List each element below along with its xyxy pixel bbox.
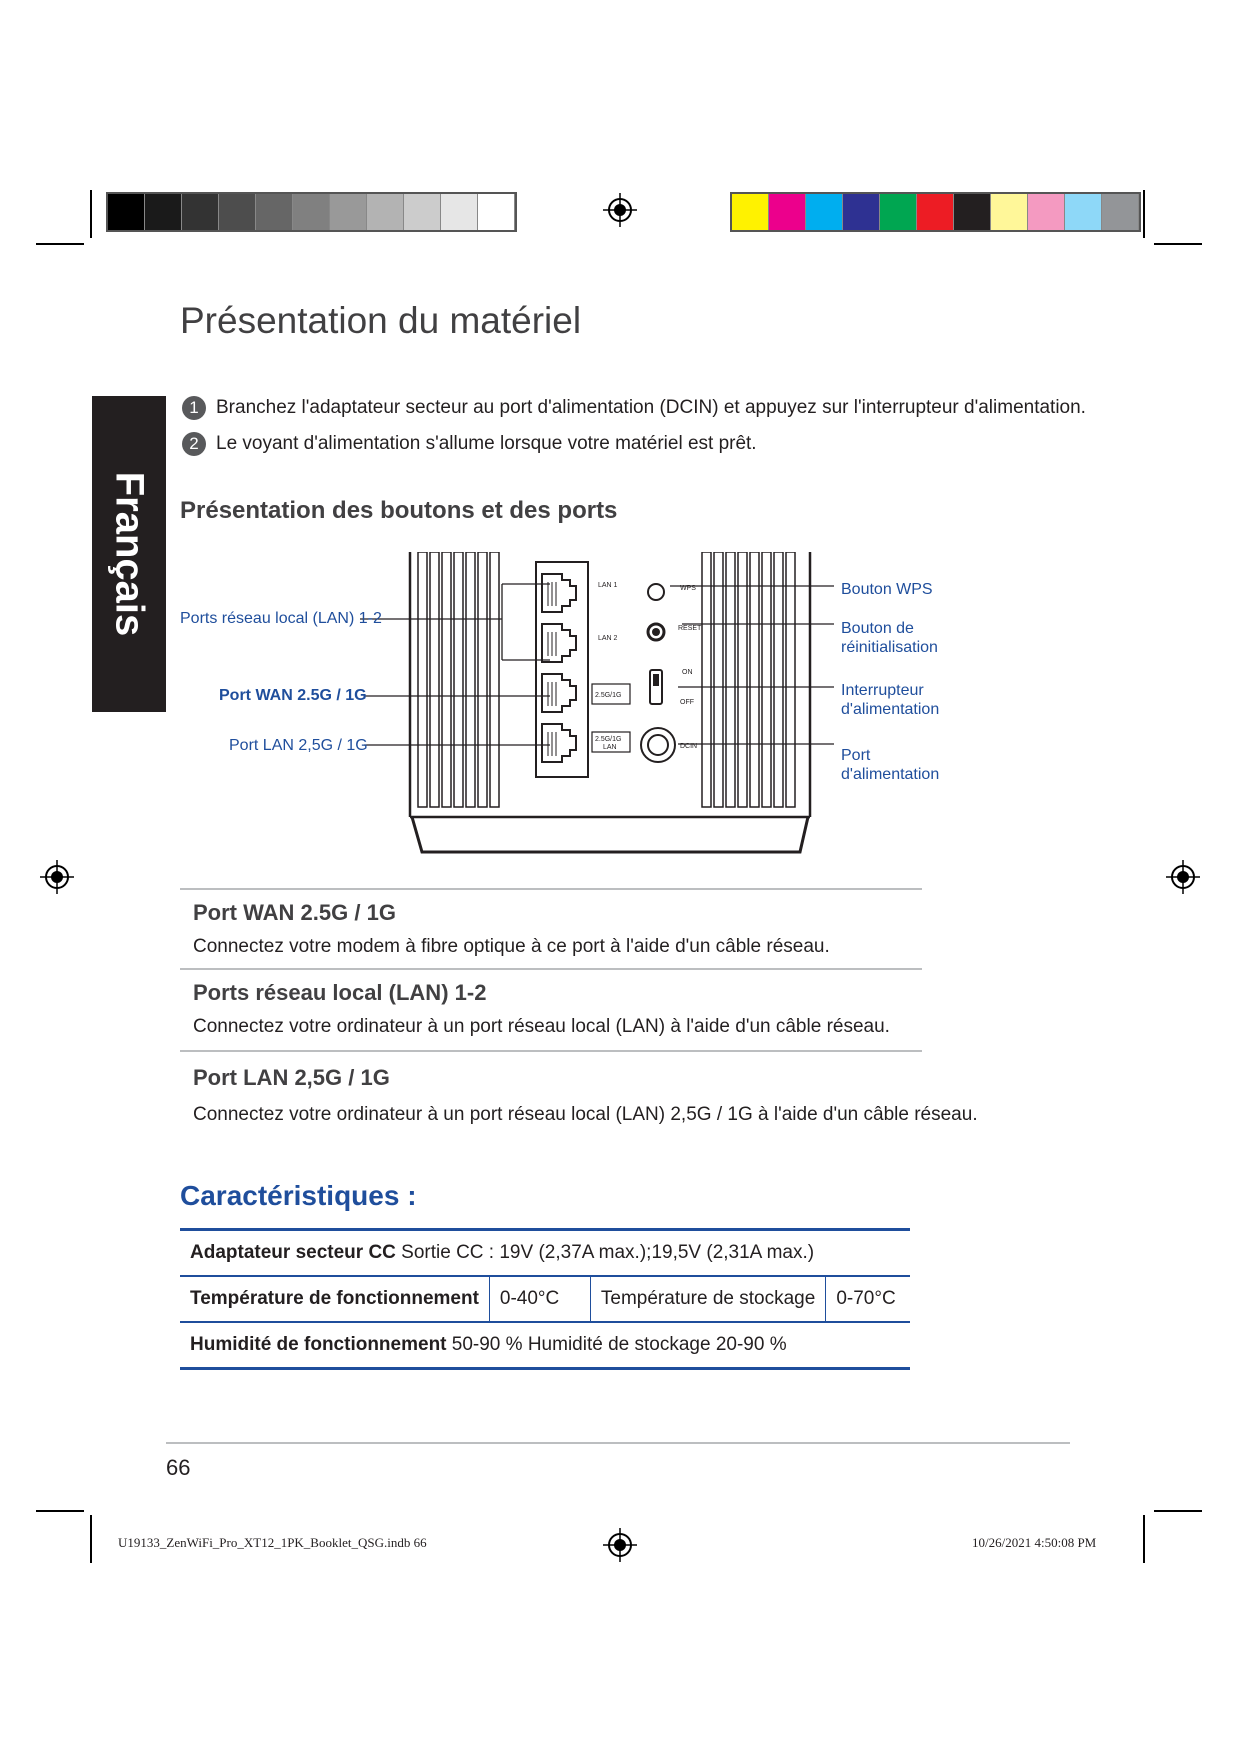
device-label-lan-tag-2: LAN: [603, 744, 617, 751]
grayscale-calibration-bar: [106, 192, 517, 232]
specs-table: [180, 1228, 910, 1370]
color-swatch: [330, 194, 367, 230]
registration-mark-icon: [603, 1528, 637, 1562]
color-swatch: [182, 194, 219, 230]
crop-mark: [1154, 1510, 1202, 1512]
device-label-lan1: LAN 1: [598, 582, 618, 589]
section-heading: Port WAN 2.5G / 1G: [193, 900, 396, 925]
crop-mark: [1143, 190, 1145, 238]
color-swatch: [843, 194, 880, 230]
color-swatch: [478, 194, 515, 230]
language-tab: [92, 396, 166, 712]
device-label-lan2: LAN 2: [598, 635, 618, 642]
device-label-on: ON: [682, 669, 693, 676]
color-swatch: [991, 194, 1028, 230]
spec-cell: 0-70°C: [826, 1276, 910, 1322]
divider: [180, 888, 922, 890]
device-label-wan-tag: 2.5G/1G: [595, 692, 622, 699]
page-number: 66: [166, 1455, 191, 1480]
step-text: Branchez l'adaptateur secteur au port d'alimentation (DCIN) et appuyez sur l'interrupteur d'alimentation.: [216, 397, 1086, 418]
divider: [180, 968, 922, 970]
color-swatch: [404, 194, 441, 230]
spec-row: [180, 1230, 910, 1277]
callout-lines: [360, 560, 840, 760]
device-label-reset: RESET: [678, 625, 702, 632]
crop-mark: [1143, 1515, 1145, 1563]
footer-timestamp: 10/26/2021 4:50:08 PM: [972, 1535, 1097, 1550]
step-number: 2: [182, 432, 206, 456]
color-swatch: [806, 194, 843, 230]
color-swatch: [1065, 194, 1102, 230]
color-swatch: [367, 194, 404, 230]
spec-value: 50-90 % Humidité de stockage 20-90 %: [451, 1334, 787, 1355]
color-swatch: [917, 194, 954, 230]
color-swatch: [108, 194, 145, 230]
color-swatch: [219, 194, 256, 230]
footer-divider: [166, 1442, 1070, 1444]
section-subtitle: Présentation des boutons et des ports: [180, 497, 618, 524]
section-text: Connectez votre ordinateur à un port réseau local (LAN) 2,5G / 1G à l'aide d'un câble réseau.: [193, 1104, 978, 1125]
color-swatch: [293, 194, 330, 230]
spec-label: Adaptateur secteur CC: [190, 1242, 396, 1263]
color-swatch: [256, 194, 293, 230]
divider: [180, 1050, 922, 1052]
page-title: Présentation du matériel: [180, 300, 582, 341]
spec-row: [180, 1322, 910, 1369]
footer-filename: U19133_ZenWiFi_Pro_XT12_1PK_Booklet_QSG.indb 66: [118, 1535, 427, 1550]
step-text: Le voyant d'alimentation s'allume lorsque votre matériel est prêt.: [216, 433, 757, 454]
crop-mark: [90, 1515, 92, 1563]
spec-cell: 0-40°C: [489, 1276, 590, 1322]
device-label-off: OFF: [680, 699, 694, 706]
step-number: 1: [182, 396, 206, 420]
step-1: [182, 396, 1086, 420]
color-swatch: [145, 194, 182, 230]
label-power-switch: [841, 681, 939, 719]
label-line: Port: [841, 747, 871, 764]
crop-mark: [1154, 243, 1202, 245]
registration-mark-icon: [40, 860, 74, 894]
registration-mark-icon: [603, 193, 637, 227]
label-line: Bouton de: [841, 620, 914, 637]
label-line: d'alimentation: [841, 701, 940, 718]
color-calibration-bar: [730, 192, 1141, 232]
color-swatch: [769, 194, 806, 230]
language-tab-label: Français: [107, 471, 152, 637]
label-lan25-port: Port LAN 2,5G / 1G: [229, 737, 368, 754]
color-swatch: [1102, 194, 1139, 230]
crop-mark: [36, 243, 84, 245]
device-label-wps: WPS: [680, 585, 696, 592]
label-line: d'alimentation: [841, 766, 940, 783]
label-line: Interrupteur: [841, 682, 924, 699]
color-swatch: [441, 194, 478, 230]
spec-cell: [180, 1230, 910, 1277]
color-swatch: [880, 194, 917, 230]
specs-title: Caractéristiques :: [180, 1180, 417, 1211]
crop-mark: [90, 190, 92, 238]
spec-cell: Température de stockage: [590, 1276, 825, 1322]
label-dc-port: [841, 746, 939, 784]
spec-label: Température de fonctionnement: [190, 1288, 479, 1309]
spec-value: Sortie CC : 19V (2,37A max.);19,5V (2,31A max.): [401, 1242, 815, 1263]
spec-cell: [180, 1276, 489, 1322]
device-label-dcin: DCIN: [680, 743, 698, 750]
color-swatch: [732, 194, 769, 230]
label-wps-button: Bouton WPS: [841, 581, 933, 598]
section-heading: Ports réseau local (LAN) 1-2: [193, 980, 487, 1005]
label-reset-button: [841, 619, 938, 657]
label-line: réinitialisation: [841, 639, 938, 656]
label-lan-ports: Ports réseau local (LAN) 1-2: [180, 610, 382, 627]
crop-mark: [36, 1510, 84, 1512]
section-heading: Port LAN 2,5G / 1G: [193, 1065, 390, 1090]
section-text: Connectez votre ordinateur à un port réseau local (LAN) à l'aide d'un câble réseau.: [193, 1016, 890, 1037]
label-wan-port: Port WAN 2.5G / 1G: [219, 687, 367, 704]
device-label-lan-tag-1: 2.5G/1G: [595, 736, 622, 743]
step-2: [182, 432, 757, 456]
spec-cell: [180, 1322, 910, 1369]
color-swatch: [954, 194, 991, 230]
spec-row: [180, 1276, 910, 1322]
color-swatch: [1028, 194, 1065, 230]
registration-mark-icon: [1166, 860, 1200, 894]
section-text: Connectez votre modem à fibre optique à ce port à l'aide d'un câble réseau.: [193, 936, 830, 957]
spec-label: Humidité de fonctionnement: [190, 1334, 447, 1355]
